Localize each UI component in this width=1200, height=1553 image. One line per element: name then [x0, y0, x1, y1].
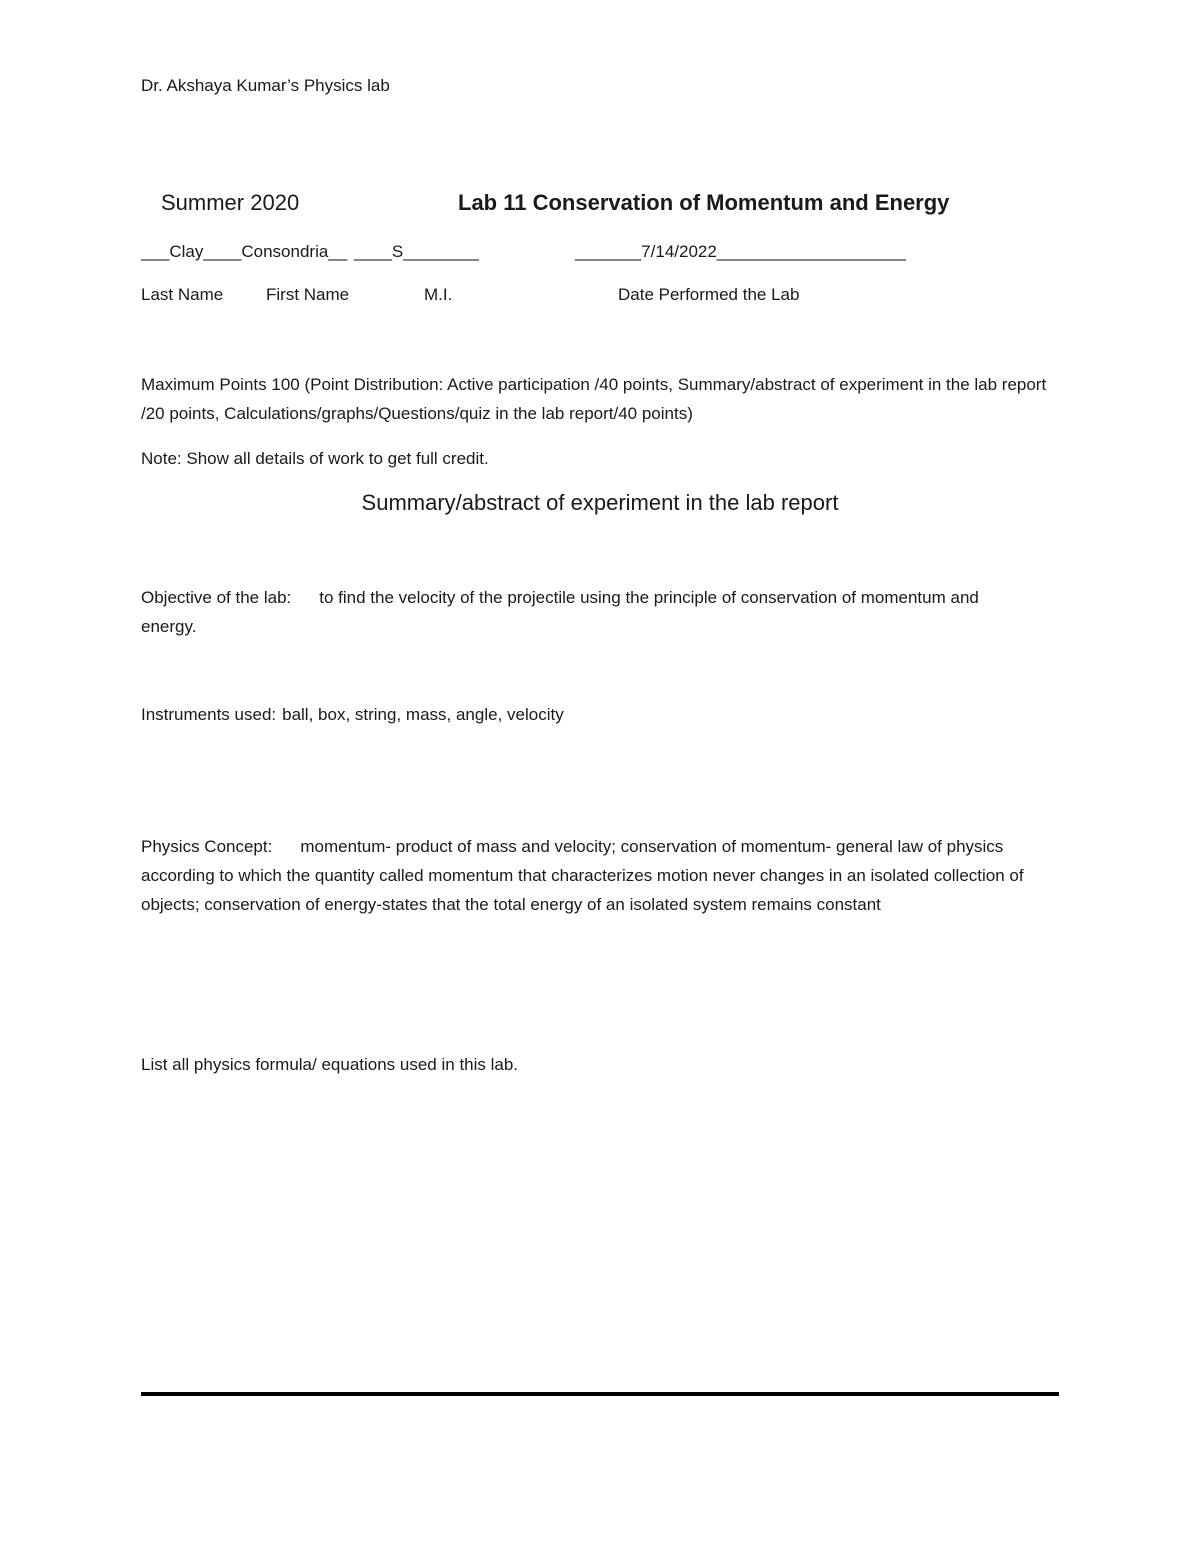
lab-title: Lab 11 Conservation of Momentum and Energy: [458, 190, 950, 215]
bottom-divider: [141, 1392, 1059, 1396]
semester-label: Summer 2020: [161, 190, 300, 215]
formula-prompt: List all physics formula/ equations used in this lab.: [141, 1055, 519, 1074]
middle-initial-label: M.I.: [424, 285, 453, 304]
points-note: Maximum Points 100 (Point Distribution: Active participation /40 points, Summary/abstract of experiment in the lab report /20 points, Calculations/graphs/Questions/quiz in the lab report/40 points): [141, 375, 1047, 423]
instruments-label: Instruments used:: [141, 705, 277, 724]
objective-text: to find the velocity of the projectile using the principle of conservation of momentum and energy.: [141, 588, 979, 636]
physics-concept-label: Physics Concept:: [141, 837, 273, 856]
instruments-text: ball, box, string, mass, angle, velocity: [282, 705, 564, 724]
first-name-field: ___Consondria__: [213, 242, 348, 261]
objective-label: Objective of the lab:: [141, 588, 292, 607]
physics-concept-text: momentum- product of mass and velocity; conservation of momentum- general law of physics according to which the quantity called momentum that characterizes motion never changes in an isolated collection of objects; conservation of energy-states that the total energy of an isolated system remains constant: [141, 837, 1024, 914]
first-name-label: First Name: [266, 285, 350, 304]
physics-concept-paragraph: [141, 832, 1066, 919]
objective-paragraph: [141, 583, 1011, 641]
date-label: Date Performed the Lab: [618, 285, 800, 304]
last-name-field: ___Clay_: [141, 242, 213, 261]
middle-initial-field: ____S________: [354, 242, 479, 261]
summary-section-heading: Summary/abstract of experiment in the lab report: [361, 490, 839, 515]
last-name-label: Last Name: [141, 285, 224, 304]
date-field: _______7/14/2022____________________: [575, 242, 906, 261]
work-note: Note: Show all details of work to get full credit.: [141, 449, 489, 468]
lab-owner-header: Dr. Akshaya Kumar’s Physics lab: [141, 76, 390, 95]
instruments-paragraph: [141, 700, 1061, 729]
